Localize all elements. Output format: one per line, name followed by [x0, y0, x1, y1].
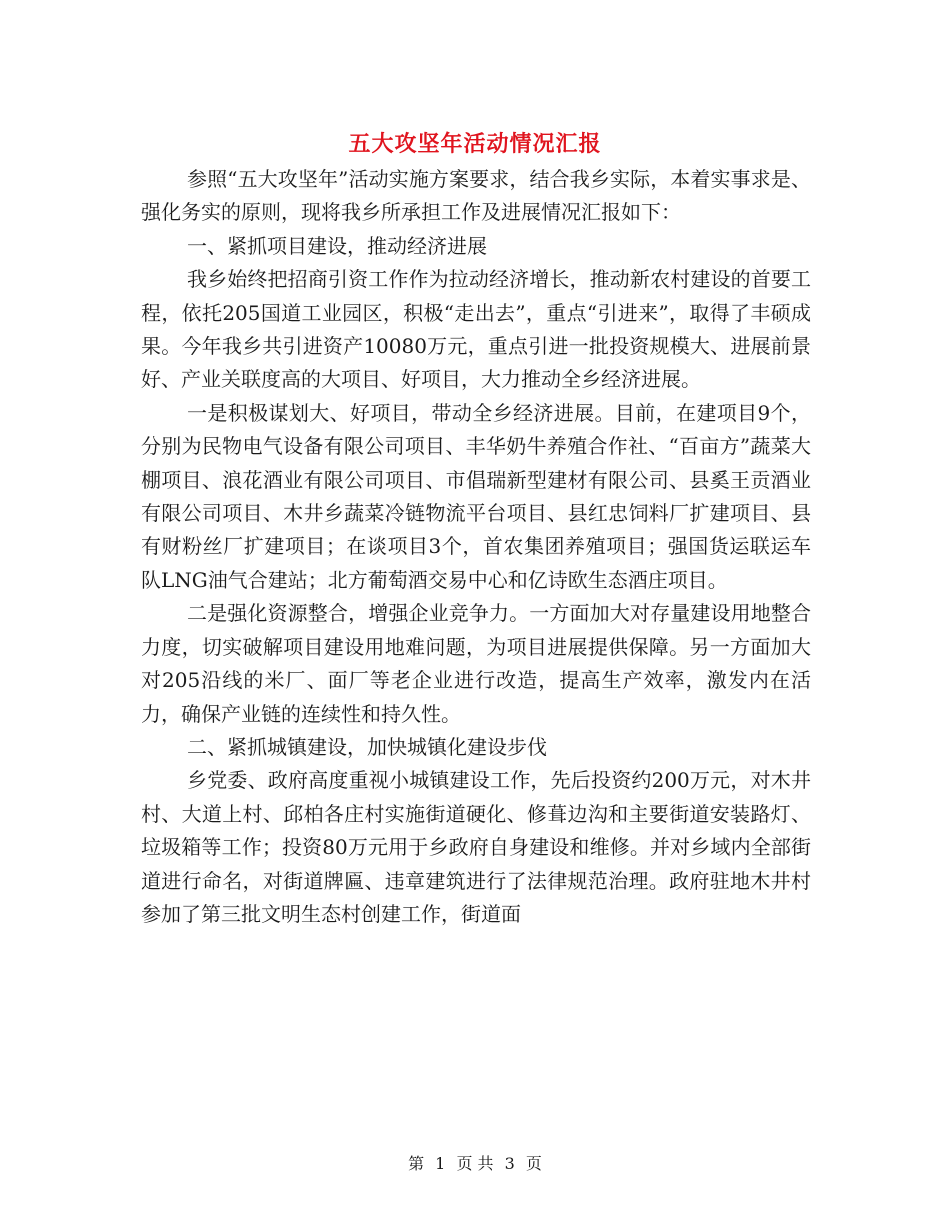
document-title: 五大攻坚年活动情况汇报	[348, 130, 602, 157]
section-heading-2: 二、紧抓城镇建设，加快城镇化建设步伐	[187, 734, 547, 759]
body-paragraph: 我乡始终把招商引资工作作为拉动经济增长，推动新农村建设的首要工程，依托205国道工业园区，积极“走出去”，重点“引进来”，取得了丰硕成果。今年我乡共引进资产10080万元，重点引进一批投资规模大、进展前景好、产业关联度高的大项目、好项目，大力推动全乡经济进展。	[141, 267, 811, 392]
body-paragraph: 乡党委、政府高度重视小城镇建设工作，先后投资约200万元，对木井村、大道上村、邱柏各庄村实施街道硬化、修葺边沟和主要街道安装路灯、垃圾箱等工作；投资80万元用于乡政府自身建设和维修。并对乡域内全部街道进行命名，对街道牌匾、违章建筑进行了法律规范治理。政府驻地木井村参加了第三批文明生态村创建工作，街道面	[141, 768, 811, 926]
section-heading-1: 一、紧抓项目建设，推动经济进展	[187, 233, 487, 258]
page-footer	[0, 1153, 950, 1175]
document-body	[141, 163, 811, 931]
footer-page-number: 1	[435, 1154, 446, 1173]
footer-prefix: 第	[408, 1154, 425, 1173]
intro-paragraph: 参照“五大攻坚年”活动实施方案要求，结合我乡实际，本着实事求是、强化务实的原则，现将我乡所承担工作及进展情况汇报如下：	[141, 167, 811, 225]
body-paragraph: 一是积极谋划大、好项目，带动全乡经济进展。目前，在建项目9个，分别为民物电气设备有限公司项目、丰华奶牛养殖合作社、“百亩方”蔬菜大棚项目、浪花酒业有限公司项目、市倡瑞新型建材有限公司、县奚王贡酒业有限公司项目、木井乡蔬菜冷链物流平台项目、县红忠饲料厂扩建项目、县有财粉丝厂扩建项目；在谈项目3个，首农集团养殖项目；强国货运联运车队LNG油气合建站；北方葡萄酒交易中心和亿诗欧生态酒庄项目。	[141, 400, 811, 592]
body-paragraph: 二是强化资源整合，增强企业竞争力。一方面加大对存量建设用地整合力度，切实破解项目建设用地难问题，为项目进展提供保障。另一方面加大对205沿线的米厂、面厂等老企业进行改造，提高生产效率，激发内在活力，确保产业链的连续性和持久性。	[141, 601, 811, 726]
footer-suffix: 页	[525, 1154, 542, 1173]
footer-total-pages: 3	[504, 1154, 515, 1173]
footer-mid: 页 共	[456, 1154, 494, 1173]
